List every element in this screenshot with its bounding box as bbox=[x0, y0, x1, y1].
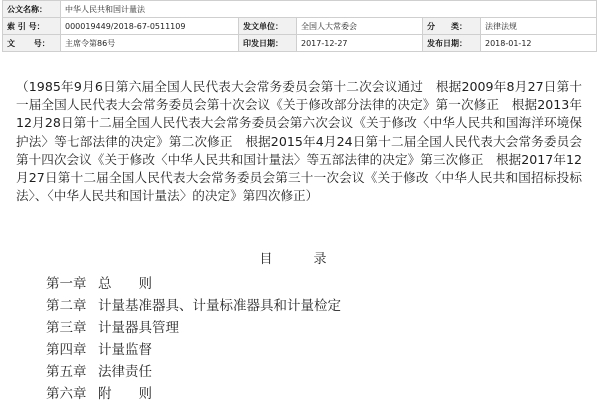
print-date-value: 2017-12-27 bbox=[297, 35, 423, 52]
doc-name-value: 中华人民共和国计量法 bbox=[61, 1, 597, 18]
chapter-number: 第三章 bbox=[46, 320, 87, 336]
publish-date-value: 2018-01-12 bbox=[481, 35, 597, 52]
toc-item-chapter-4[interactable] bbox=[46, 339, 341, 361]
toc-item-chapter-3[interactable] bbox=[46, 317, 341, 339]
publish-date-label: 发布日期： bbox=[423, 35, 481, 52]
chapter-title: 计量基准器具、计量标准器具和计量检定 bbox=[98, 298, 341, 314]
amendment-preamble: （1985年9月6日第六届全国人民代表大会常务委员会第十二次会议通过 根据2009年8月27日第十一届全国人民代表大会常务委员会第十次会议《关于修改部分法律的决定》第一次修正 根据2013年12月28日第十二届全国人民代表大会常务委员会第六次会议《关于修改〈中华人民共和国海洋环境保护法〉等七部法律的决定》第二次修正 根据2015年4月24日第十二届全国人民代表大会常务委员会第十四次会议《关于修改〈中华人民共和国计量法〉等五部法律的决定》第三次修正 根据2017年12月27日第十二届全国人民代表大会常务委员会第三十一次会议《关于修改〈中华人民共和国招标投标法〉、〈中华人民共和国计量法〉的决定》第四次修正） bbox=[16, 79, 582, 204]
category-value: 法律法规 bbox=[481, 18, 597, 35]
print-date-label: 印发日期： bbox=[239, 35, 297, 52]
doc-number-value: 主席令第86号 bbox=[61, 35, 239, 52]
chapter-number: 第五章 bbox=[46, 364, 87, 380]
issuer-label: 发文单位： bbox=[239, 18, 297, 35]
toc-item-chapter-6[interactable] bbox=[46, 383, 341, 405]
chapter-number: 第二章 bbox=[46, 298, 87, 314]
toc-title: 目 录 bbox=[259, 252, 341, 267]
toc-item-chapter-1[interactable] bbox=[46, 273, 341, 295]
info-row-number bbox=[3, 35, 597, 52]
chapter-title: 计量监督 bbox=[98, 342, 152, 358]
doc-name-label: 公文名称： bbox=[3, 1, 61, 18]
toc-item-chapter-2[interactable] bbox=[46, 295, 341, 317]
chapter-title: 总 则 bbox=[98, 276, 152, 292]
chapter-number: 第四章 bbox=[46, 342, 87, 358]
index-number-label: 索 引 号： bbox=[3, 18, 61, 35]
document-info-table bbox=[2, 0, 597, 52]
issuer-value: 全国人大常委会 bbox=[297, 18, 423, 35]
index-number-value: 000019449/2018-67-0511109 bbox=[61, 18, 239, 35]
chapter-title: 附 则 bbox=[98, 386, 152, 402]
doc-number-label: 文 号： bbox=[3, 35, 61, 52]
info-row-index bbox=[3, 18, 597, 35]
category-label: 分 类： bbox=[423, 18, 481, 35]
table-of-contents bbox=[46, 273, 341, 405]
info-row-title bbox=[3, 1, 597, 18]
chapter-number: 第六章 bbox=[46, 386, 87, 402]
chapter-title: 法律责任 bbox=[98, 364, 152, 380]
chapter-title: 计量器具管理 bbox=[98, 320, 179, 336]
chapter-number: 第一章 bbox=[46, 276, 87, 292]
toc-item-chapter-5[interactable] bbox=[46, 361, 341, 383]
